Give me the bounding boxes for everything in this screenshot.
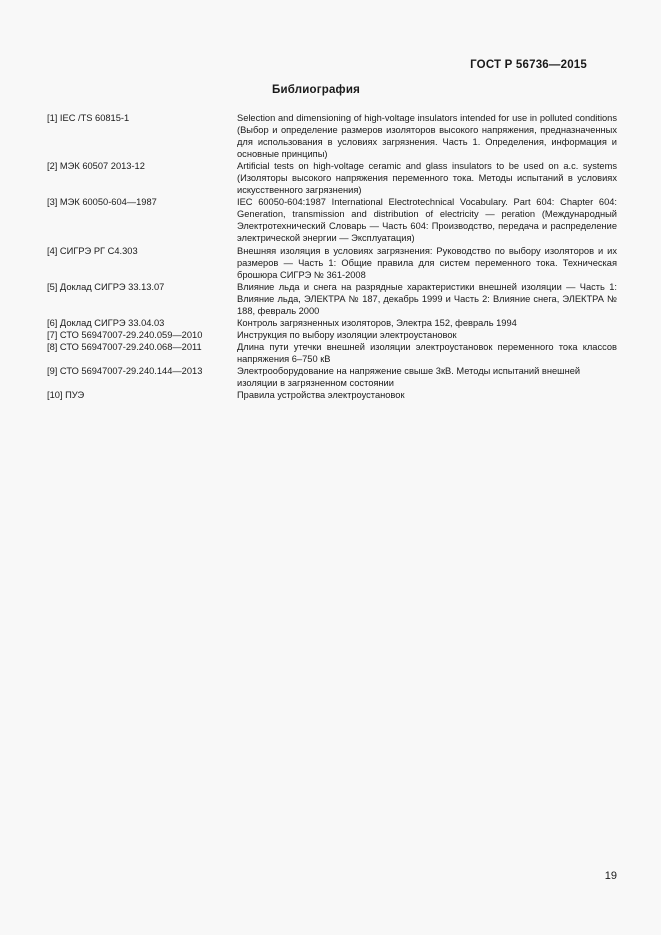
bibliography-entry-description: Selection and dimensioning of high-voltage insulators intended for use in polluted conditions (Выбор и определение размеров изоляторов высокого напряжения, предназначенных для использования в условиях загрязнения. Часть 1. Определения, информация и основные принципы) <box>237 113 617 160</box>
bibliography-entry-reference: [9] СТО 56947007-29.240.144—2013 <box>47 365 203 376</box>
bibliography-entry <box>47 245 617 281</box>
bibliography-list <box>47 112 617 401</box>
standard-designation-header: ГОСТ Р 56736—2015 <box>470 59 587 71</box>
bibliography-entry <box>47 112 617 160</box>
bibliography-entry-description: IEC 60050-604:1987 International Electrotechnical Vocabulary. Part 604: Chapter 604: Generation, transmission and distribution of electricity — peration (Международный Электротехнический Словарь — Часть 604: Производство, передача и распределение электрической энергии — Эксплуатация) <box>237 197 617 244</box>
bibliography-entry-description: Влияние льда и снега на разрядные характеристики внешней изоляции — Часть 1: Влияние льда, ЭЛЕКТРА № 187, декабрь 1999 и Часть 2: Влияние снега, ЭЛЕКТРА № 188, февраль 2000 <box>237 281 617 316</box>
bibliography-entry <box>47 329 617 341</box>
page-number: 19 <box>604 870 617 882</box>
bibliography-entry <box>47 196 617 244</box>
bibliography-entry-reference: [1] IEC /TS 60815-1 <box>47 113 130 123</box>
bibliography-entry-reference: [7] СТО 56947007-29.240.059—2010 <box>47 329 203 340</box>
bibliography-entry-reference: [5] Доклад СИГРЭ 33.13.07 <box>47 281 165 292</box>
bibliography-entry <box>47 341 617 365</box>
bibliography-entry <box>47 317 617 329</box>
bibliography-entry-reference: [3] МЭК 60050-604—1987 <box>47 197 157 208</box>
bibliography-entry-reference: [4] СИГРЭ РГ С4.303 <box>47 245 138 256</box>
bibliography-entry-description: Длина пути утечки внешней изоляции электроустановок переменного тока классов напряжения 6–750 кВ <box>237 341 617 364</box>
bibliography-entry-description: Электрооборудование на напряжение свыше 3кВ. Методы испытаний внешней изоляции в загрязненном состоянии <box>237 365 581 389</box>
bibliography-entry-description: Внешняя изоляция в условиях загрязнения: Руководство по выбору изоляторов и их размеров — Часть 1: Общие правила для систем переменного тока. Техническая брошюра СИГРЭ № 361-2008 <box>237 245 617 280</box>
bibliography-entry <box>47 281 617 317</box>
bibliography-entry-description: Контроль загрязненных изоляторов, Электра 152, февраль 1994 <box>237 317 517 328</box>
bibliography-entry-description: Artificial tests on high-voltage ceramic and glass insulators to be used on a.c. systems (Изоляторы высокого напряжения переменного тока. Методы испытаний в условиях искусственного загрязнения) <box>237 161 617 196</box>
bibliography-entry-reference: [2] МЭК 60507 2013-12 <box>47 161 145 172</box>
bibliography-entry <box>47 389 617 401</box>
bibliography-entry-reference: [8] СТО 56947007-29.240.068—2011 <box>47 341 202 352</box>
bibliography-entry-description: Инструкция по выбору изоляции электроустановок <box>237 329 457 340</box>
bibliography-entry-reference: [10] ПУЭ <box>47 390 85 401</box>
bibliography-entry-reference: [6] Доклад СИГРЭ 33.04.03 <box>47 317 165 328</box>
page-title: Библиография <box>272 84 361 96</box>
bibliography-entry <box>47 365 617 389</box>
bibliography-entry <box>47 160 617 196</box>
bibliography-entry-description: Правила устройства электроустановок <box>237 390 405 401</box>
